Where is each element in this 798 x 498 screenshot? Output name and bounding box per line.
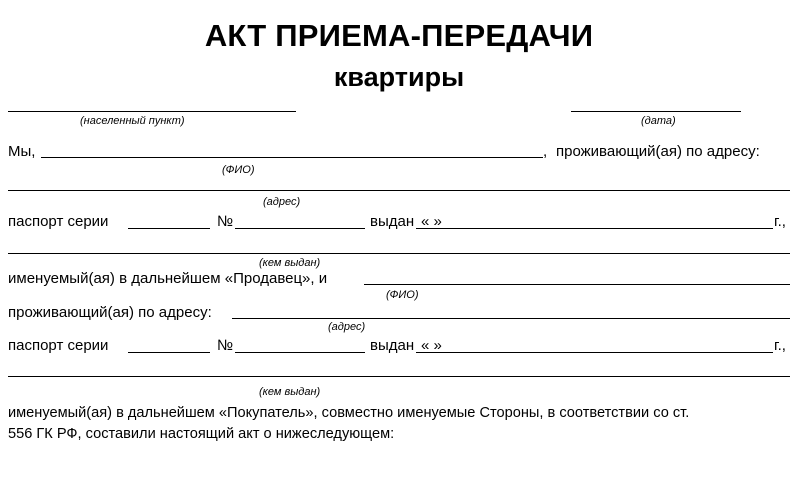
seller-issued-label: выдан — [370, 213, 415, 230]
buyer-residing-label: проживающий(ая) по адресу: — [8, 304, 212, 321]
date-line[interactable] — [571, 111, 741, 112]
buyer-issued-by-line[interactable] — [8, 376, 790, 377]
seller-year-label: г., — [774, 213, 786, 230]
seller-passport-series-line[interactable] — [128, 228, 210, 229]
buyer-number-sign: № — [217, 337, 234, 354]
seller-issue-date-quotes: « » — [421, 213, 442, 230]
closing-text-line-2: 556 ГК РФ, составили настоящий акт о нижеследующем: — [8, 426, 395, 442]
buyer-issued-by-caption: (кем выдан) — [259, 386, 321, 398]
date-caption: (дата) — [641, 115, 676, 127]
seller-address-caption: (адрес) — [263, 196, 301, 208]
seller-fio-line[interactable] — [41, 157, 543, 158]
buyer-passport-series-line[interactable] — [128, 352, 210, 353]
place-caption: (населенный пункт) — [80, 115, 185, 127]
document-title: АКТ ПРИЕМА-ПЕРЕДАЧИ — [204, 18, 594, 53]
closing-text-line-1: именуемый(ая) в дальнейшем «Покупатель», совместно именуемые Стороны, в соответствии со ст. — [8, 405, 690, 421]
seller-residing-label: проживающий(ая) по адресу: — [556, 143, 760, 160]
seller-passport-series-label: паспорт серии — [8, 213, 109, 230]
buyer-year-label: г., — [774, 337, 786, 354]
buyer-fio-caption: (ФИО) — [386, 289, 419, 301]
buyer-address-caption: (адрес) — [328, 321, 366, 333]
buyer-issue-date-line[interactable] — [416, 352, 773, 353]
document-subtitle: квартиры — [333, 62, 465, 92]
buyer-passport-series-label: паспорт серии — [8, 337, 109, 354]
buyer-issue-date-quotes: « » — [421, 337, 442, 354]
place-line[interactable] — [8, 111, 296, 112]
seller-passport-number-line[interactable] — [235, 228, 365, 229]
seller-role-text: именуемый(ая) в дальнейшем «Продавец», и — [8, 270, 328, 287]
buyer-fio-line[interactable] — [364, 284, 790, 285]
buyer-issued-label: выдан — [370, 337, 415, 354]
seller-number-sign: № — [217, 213, 234, 230]
seller-issued-by-line[interactable] — [8, 253, 790, 254]
we-label: Мы, — [8, 143, 36, 160]
seller-issue-date-line[interactable] — [416, 228, 773, 229]
buyer-address-line[interactable] — [232, 318, 790, 319]
seller-fio-comma: , — [543, 143, 548, 160]
seller-fio-caption: (ФИО) — [222, 164, 255, 176]
buyer-passport-number-line[interactable] — [235, 352, 365, 353]
seller-issued-by-caption: (кем выдан) — [259, 257, 321, 269]
seller-address-line[interactable] — [8, 190, 790, 191]
